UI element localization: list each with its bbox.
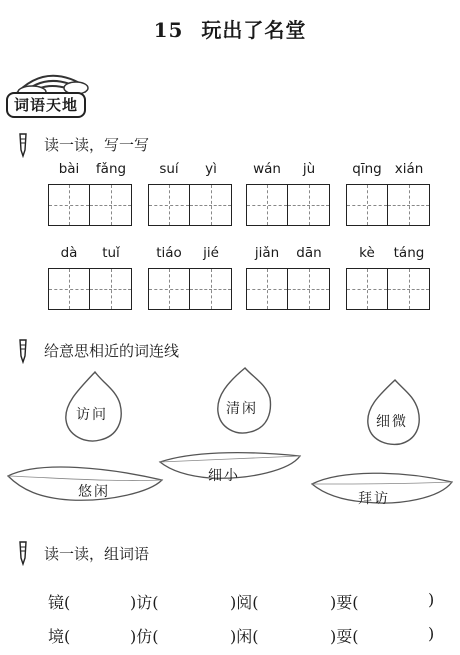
pinyin: kè [359,245,375,261]
pinyin: táng [393,245,425,261]
lesson-title [0,14,460,43]
writing-box-pair[interactable] [246,184,330,226]
section-read-write: 读一读，写一写 [44,136,150,154]
pinyin: bài [58,161,80,177]
group-item: )闲( [230,627,259,646]
lesson-number: 15 [153,18,184,42]
pen-icon [16,540,30,566]
pinyin: dān [296,245,322,261]
pinyin: dà [60,245,78,261]
pinyin: yì [205,161,217,177]
pinyin: jié [203,245,219,261]
writing-box-pair[interactable] [346,184,430,226]
pinyin: fǎng [95,161,127,177]
group-item: 镜( [48,593,71,612]
group-item: ) [428,624,435,643]
match-word-top[interactable]: 访问 [76,407,108,423]
writing-box-pair[interactable] [48,268,132,310]
writing-box-pair[interactable] [346,268,430,310]
writing-box-pair[interactable] [246,268,330,310]
group-item: )要( [330,593,359,612]
section-group: 读一读，组词语 [44,545,150,563]
group-item: )访( [130,593,159,612]
pinyin: suí [159,161,179,177]
match-word-bottom[interactable]: 悠闲 [78,484,110,500]
writing-box-pair[interactable] [148,184,232,226]
badge-label: 词语天地 [6,92,86,118]
pinyin: wán [253,161,281,177]
pinyin: qīng [352,161,382,177]
pinyin: jù [302,161,316,177]
group-item: )仿( [130,627,159,646]
group-item: )阅( [230,593,259,612]
lesson-name: 玩出了名堂 [201,18,307,42]
writing-box-pair[interactable] [148,268,232,310]
section-badge [6,58,92,116]
pinyin: tiáo [156,245,182,261]
writing-box-pair[interactable] [48,184,132,226]
match-word-top[interactable]: 清闲 [226,401,258,417]
group-item: ) [428,590,435,609]
section-match: 给意思相近的词连线 [44,342,180,360]
match-word-top[interactable]: 细微 [376,414,408,430]
pinyin: xián [394,161,424,177]
match-word-bottom[interactable]: 拜访 [358,491,390,507]
group-item: 境( [48,627,71,646]
pinyin: jiǎn [254,245,280,261]
pen-icon [16,132,30,158]
pinyin: tuǐ [102,245,120,261]
group-item: )耍( [330,627,359,646]
match-word-bottom[interactable]: 细小 [208,468,240,484]
matching-illustration [0,360,460,530]
